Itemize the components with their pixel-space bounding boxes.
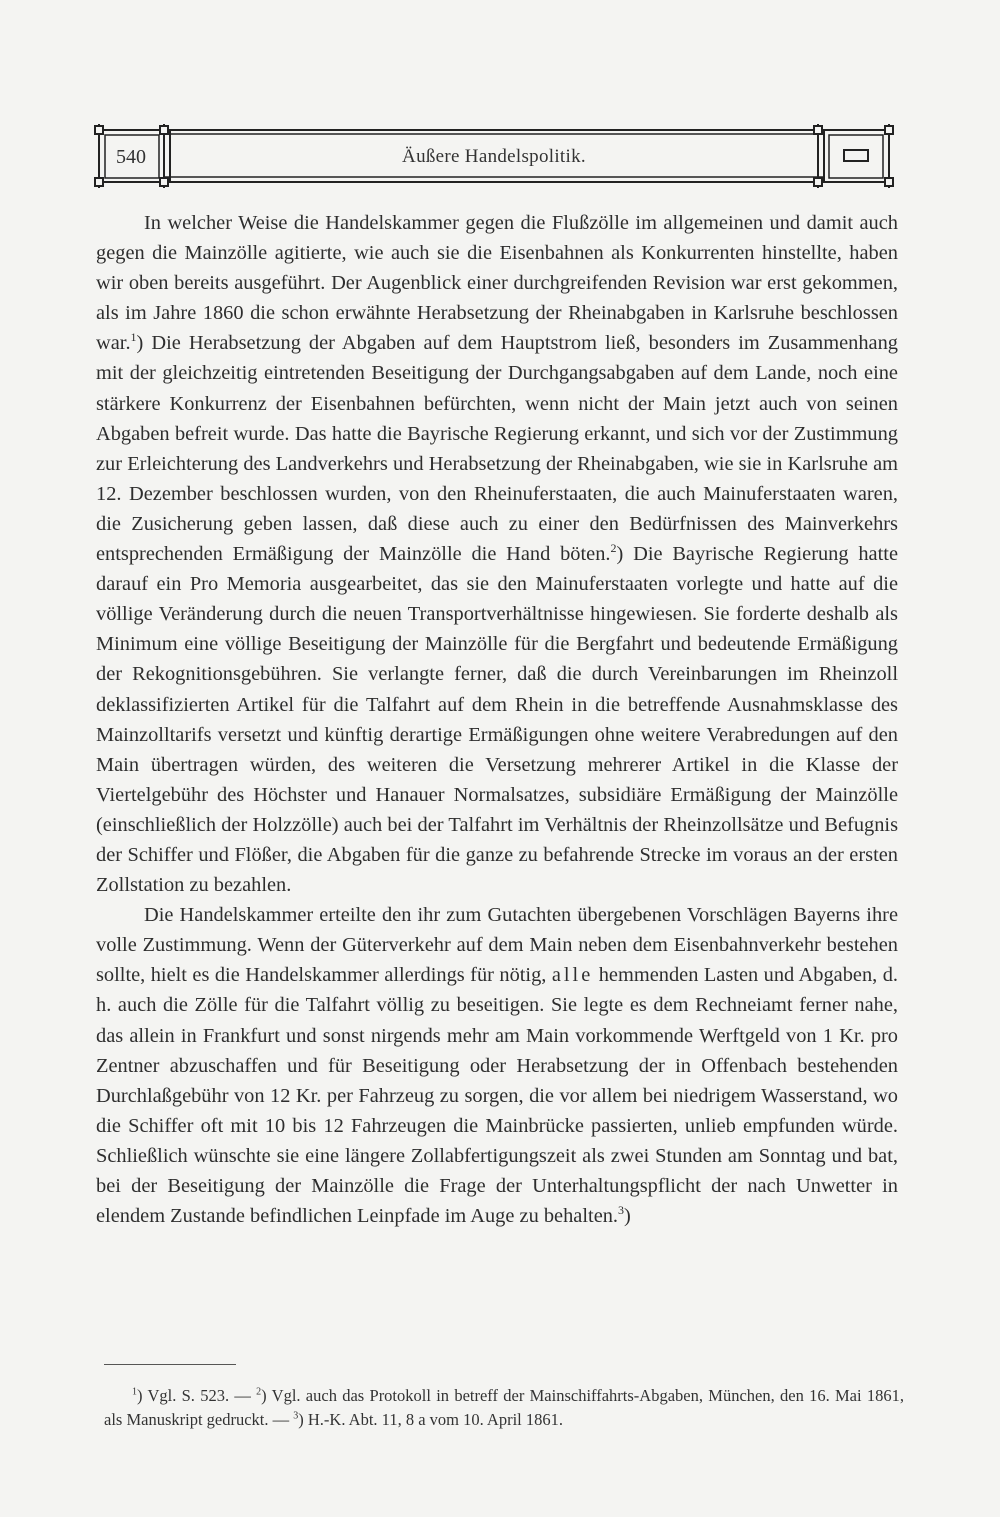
paragraph-2-text-a: Die Handelskammer erteilte den ihr zum Gutachten übergebenen Vorschlägen Bayerns ihre volle Zustimmung. Wenn der Güterverkehr auf dem Main neben dem Eisenbahnverkehr bestehen sollte, hielt es die Handelskammer allerdings für nötig,: [96, 904, 898, 987]
paragraph-2-text-b: hemmenden Lasten und Abgaben, d. h. auch die Zölle für die Talfahrt völlig zu beseitigen. Sie legte es dem Rechneiamt ferner nahe, das allein in Frankfurt und sonst nirgends mehr am Main vorkommende Werftgeld von 1 Kr. pro Zentner abzuschaffen und für Beseitigung oder Herabsetzung der in Offenbach bestehenden Durchlaßgebühr von 12 Kr. per Fahrzeug zu sorgen, die vor allem bei niedrigem Wasserstand, wo die Schiffer oft mit 10 bis 12 Fahrzeugen die Mainbrücke passierten, unlieb empfunden würde. Schließlich wünschte sie eine längere Zollabfertigungszeit als zwei Stunden am Sonntag und bat, bei der Beseitigung der Mainzölle die Frage der Unterhaltungspflicht der nach Unwetter in elendem Zustande befindlichen Leinpfade im Auge zu behalten.: [96, 964, 898, 1228]
footnote-text-1: ) Vgl. S. 523. —: [137, 1386, 257, 1405]
footnote-mark-1: 1: [132, 1386, 137, 1398]
paragraph-2: [96, 900, 898, 1231]
paragraph-2-text-c: ): [624, 1205, 631, 1228]
paragraph-1-text-b: ) Die Herabsetzung der Abgaben auf dem Hauptstrom ließ, besonders im Zusammenhang mit der gleichzeitig eintretenden Beseitigung der Durchgangsabgaben auf dem Lande, noch eine stärkere Konkurrenz der Eisenbahnen befürchten, wenn nicht der Main jetzt auch von seinen Abgaben befreit wurde. Das hatte die Bayrische Regierung erkannt, und sich vor der Zustimmung zur Erleichterung des Landverkehrs und Herabsetzung der Rheinabgaben, wie sie in Karlsruhe am 12. Dezember beschlossen wurden, von den Rheinuferstaaten, die auch Mainuferstaaten waren, die Zusicherung geben lassen, daß diese auch zu einer den Bedürfnissen des Mainverkehrs entsprechenden Ermäßigung der Mainzölle die Hand böten.: [96, 332, 898, 566]
footnote-text-3: ) H.-K. Abt. 11, 8 a vom 10. April 1861.: [298, 1410, 564, 1429]
running-title: Äußere Handelspolitik.: [402, 146, 586, 167]
footnote-divider: [104, 1364, 236, 1365]
footnote-mark-3: 3: [293, 1410, 299, 1422]
paragraph-1-text-a: In welcher Weise die Handelskammer gegen die Flußzölle im allgemeinen und damit auch gegen die Mainzölle agitierte, wie auch sie die Eisenbahnen als Konkurrenten hinstellte, haben wir oben bereits ausgeführt. Der Augenblick einer durchgreifenden Revision war erst gekommen, als im Jahre 1860 die schon erwähnte Herabsetzung der Rheinabgaben in Karlsruhe beschlossen war.: [96, 212, 898, 355]
page-header-ornament: [94, 124, 894, 188]
paragraph-1-text-c: ) Die Bayrische Regierung hatte darauf ein Pro Memoria ausgearbeitet, das sie den Mainuferstaaten vorlegte und hatte auf die völlige Veränderung durch die neuen Transportverhältnisse hingewiesen. Sie forderte deshalb als Minimum eine völlige Beseitigung der Mainzölle für die Bergfahrt und bedeutende Ermäßigung der Rekognitionsgebühren. Sie verlangte ferner, daß die durch Vereinbarungen im Rheinzoll deklassifizierten Artikel für die Talfahrt auf dem Rhein in die betreffende Ausnahmsklasse des Mainzolltarifs versetzt und künftig derartige Ermäßigungen ohne weitere Verabredungen auf den Main übertragen würden, des weiteren die Versetzung mehrerer Artikel in die Klasse der Viertelgebühr des Höchster und Hanauer Normalsatzes, subsidiäre Ermäßigung der Mainzölle (einschließlich der Holzzölle) auch bei der Talfahrt im Verhältnis der Rheinzollsätze und Befugnis der Schiffer und Flößer, die Abgaben für die ganze zu befahrende Strecke im voraus an der ersten Zollstation zu bezahlen.: [96, 543, 898, 897]
footnotes: [104, 1384, 904, 1432]
footnote-text-2: ) Vgl. auch das Protokoll in betreff der Mainschiffahrts-Abgaben, München, den 16. Mai 1861, als Manuskript gedruckt. —: [104, 1386, 904, 1429]
body-text: [96, 208, 898, 1231]
footnote-ref-3: 3: [618, 1203, 625, 1218]
footnote-ref-1: 1: [130, 330, 137, 345]
paragraph-1: [96, 208, 898, 900]
footnote-ref-2: 2: [610, 541, 617, 556]
footnote-mark-2: 2: [256, 1386, 262, 1398]
paragraph-2-spaced-word: alle: [551, 964, 594, 987]
page-number: 540: [116, 146, 146, 168]
